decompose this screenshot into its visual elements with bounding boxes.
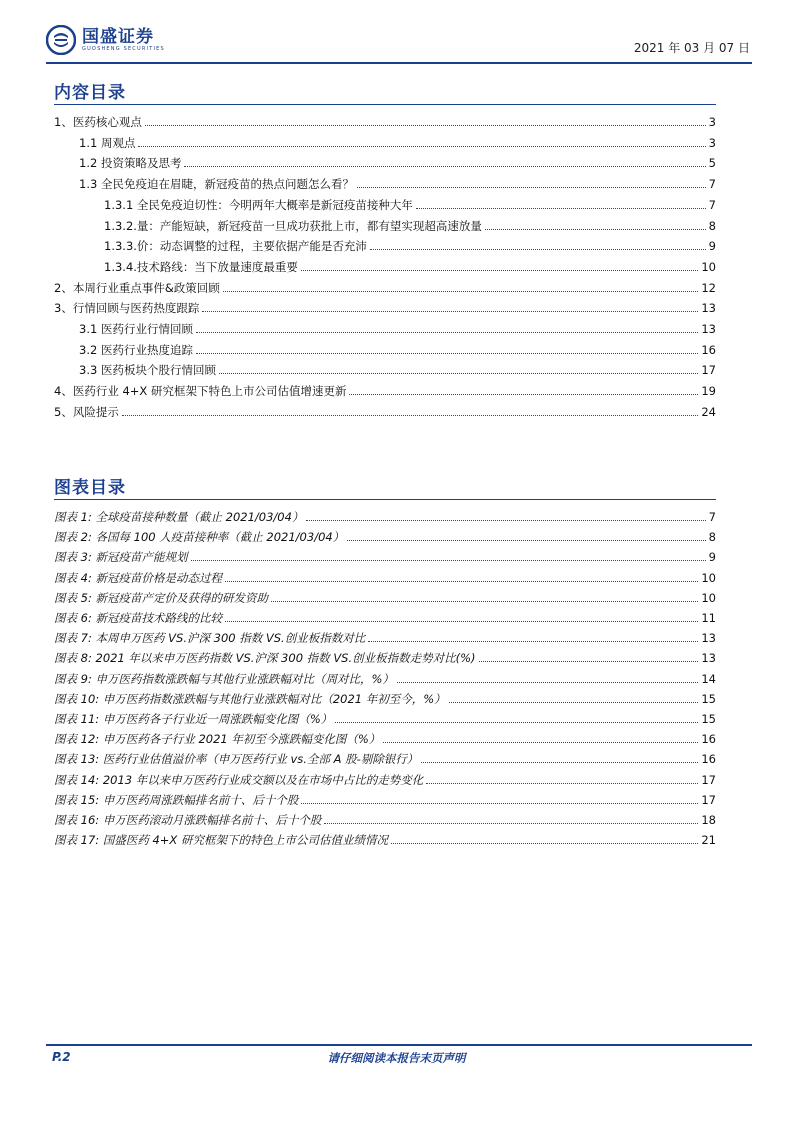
figure-entry-title: 图表 2: 各国每 100 人疫苗接种率（截止 2021/03/04） bbox=[54, 530, 345, 545]
figure-entry-page: 14 bbox=[701, 671, 716, 686]
figure-entry[interactable] bbox=[54, 809, 716, 827]
dot-leader bbox=[416, 207, 706, 209]
figure-entry-page: 10 bbox=[701, 570, 716, 585]
dot-leader bbox=[223, 290, 699, 292]
toc-entry-title: 3.3 医药板块个股行情回顾 bbox=[79, 363, 216, 378]
report-date: 2021 年 03 月 07 日 bbox=[633, 41, 750, 55]
toc-entry[interactable] bbox=[104, 256, 716, 274]
logo-mark-icon bbox=[46, 25, 76, 55]
figure-entry[interactable] bbox=[54, 708, 716, 726]
dot-leader bbox=[122, 414, 699, 416]
figure-entry-page: 8 bbox=[708, 530, 716, 545]
figure-entry[interactable] bbox=[54, 688, 716, 706]
figure-entry[interactable] bbox=[54, 526, 716, 544]
figure-entry-title: 图表 9: 申万医药指数涨跌幅与其他行业涨跌幅对比（周对比，%） bbox=[54, 671, 394, 686]
toc-entry-page: 19 bbox=[701, 384, 716, 399]
figure-entry-page: 15 bbox=[701, 712, 716, 726]
logo-chinese-text: 国盛证券 bbox=[82, 26, 154, 47]
figure-entry-title: 图表 4: 新冠疫苗价格是动态过程 bbox=[54, 570, 223, 585]
toc-entry-page: 7 bbox=[708, 177, 716, 192]
figure-entry-title: 图表 11: 申万医药各子行业近一周涨跌幅变化图（%） bbox=[54, 712, 333, 726]
toc-entry-title: 3.2 医药行业热度追踪 bbox=[79, 342, 193, 357]
figure-entry-title: 图表 1: 全球疫苗接种数量（截止 2021/03/04） bbox=[54, 510, 304, 524]
dot-leader bbox=[347, 539, 705, 541]
toc-entry-page: 13 bbox=[701, 301, 716, 316]
dot-leader bbox=[196, 352, 698, 354]
dot-leader bbox=[145, 124, 706, 126]
toc-entry-page: 3 bbox=[708, 115, 716, 129]
figure-entry-title: 图表 5: 新冠疫苗产定价及获得的研发资助 bbox=[54, 590, 269, 605]
figure-entry-title: 图表 6: 新冠疫苗技术路线的比较 bbox=[54, 611, 223, 625]
figure-entry-title: 图表 8: 2021 年以来申万医药指数 VS.沪深 300 指数 VS.创业板指数走势对比(%) bbox=[54, 651, 476, 666]
figure-entry[interactable] bbox=[54, 728, 716, 746]
figure-entry-page: 13 bbox=[701, 631, 716, 646]
toc-entry-title: 1.3 全民免疫迫在眉睫，新冠疫苗的热点问题怎么看？ bbox=[79, 177, 354, 192]
figure-entry-page: 16 bbox=[701, 752, 716, 767]
figure-entry-page: 9 bbox=[708, 550, 716, 565]
dot-leader bbox=[196, 331, 698, 333]
figure-entry[interactable] bbox=[54, 748, 716, 766]
toc-entry-page: 9 bbox=[708, 239, 716, 254]
figure-entry-page: 18 bbox=[701, 813, 716, 827]
toc-entry-title: 3、行情回顾与医药热度跟踪 bbox=[54, 301, 200, 316]
toc-entry-page: 8 bbox=[708, 218, 716, 233]
dot-leader bbox=[370, 248, 706, 250]
toc-entry-page: 10 bbox=[701, 259, 716, 274]
dot-leader bbox=[391, 842, 698, 844]
toc-entry[interactable] bbox=[79, 173, 716, 191]
figure-entry[interactable] bbox=[54, 546, 716, 564]
dot-leader bbox=[324, 822, 698, 824]
toc-entry-title: 1、医药核心观点 bbox=[54, 115, 142, 129]
figure-entry-page: 11 bbox=[701, 611, 716, 625]
toc-entry[interactable] bbox=[54, 401, 716, 419]
figure-entry[interactable] bbox=[54, 506, 716, 524]
footer-divider bbox=[46, 1044, 752, 1046]
figure-entry-page: 17 bbox=[701, 772, 716, 787]
dot-leader bbox=[225, 620, 698, 622]
figure-entry-title: 图表 7: 本周申万医药 VS.沪深 300 指数 VS.创业板指数对比 bbox=[54, 631, 366, 646]
figure-entry-page: 16 bbox=[701, 732, 716, 747]
dot-leader bbox=[421, 761, 698, 763]
dot-leader bbox=[138, 145, 705, 147]
toc-entry-page: 12 bbox=[701, 280, 716, 295]
figure-entry[interactable] bbox=[54, 607, 716, 625]
figure-entry-title: 图表 17: 国盛医药 4+X 研究框架下的特色上市公司估值业绩情况 bbox=[54, 833, 388, 848]
toc-entry-page: 16 bbox=[701, 342, 716, 357]
figure-entry-title: 图表 15: 申万医药周涨跌幅排名前十、后十个股 bbox=[54, 792, 299, 807]
dot-leader bbox=[485, 228, 706, 230]
figure-entry[interactable] bbox=[54, 587, 716, 605]
dot-leader bbox=[191, 559, 706, 561]
toc-entry[interactable] bbox=[54, 297, 716, 315]
figure-entry[interactable] bbox=[54, 789, 716, 807]
toc-entry-title: 1.3.1 全民免疫迫切性：今明两年大概率是新冠疫苗接种大年 bbox=[104, 197, 413, 212]
figure-entry-page: 13 bbox=[701, 651, 716, 666]
contents-title-rule bbox=[54, 104, 716, 105]
figure-entry-title: 图表 12: 申万医药各子行业 2021 年初至今涨跌幅变化图（%） bbox=[54, 732, 381, 747]
toc-entry-page: 17 bbox=[701, 363, 716, 378]
disclaimer-note: 请仔细阅读本报告末页声明 bbox=[327, 1051, 466, 1065]
toc-entry-page: 13 bbox=[701, 322, 716, 336]
dot-leader bbox=[426, 782, 698, 784]
dot-leader bbox=[184, 165, 705, 167]
figure-entry-page: 7 bbox=[708, 510, 716, 524]
dot-leader bbox=[219, 372, 698, 374]
toc-entry[interactable] bbox=[79, 339, 716, 357]
company-logo bbox=[46, 24, 165, 56]
figure-entry-title: 图表 14: 2013 年以来申万医药行业成交额以及在市场中占比的走势变化 bbox=[54, 772, 424, 787]
logo-english-text: GUOSHENG SECURITIES bbox=[82, 45, 165, 52]
toc-entry-title: 1.1 周观点 bbox=[79, 135, 136, 150]
toc-entry[interactable] bbox=[79, 318, 716, 336]
dot-leader bbox=[335, 721, 698, 723]
figure-entry-page: 10 bbox=[701, 590, 716, 605]
dot-leader bbox=[397, 681, 698, 683]
dot-leader bbox=[271, 600, 698, 602]
figures-title: 图表目录 bbox=[54, 478, 126, 498]
figure-entry-title: 图表 3: 新冠疫苗产能规划 bbox=[54, 550, 188, 565]
figure-entry[interactable] bbox=[54, 627, 716, 645]
toc-entry-title: 1.3.3.价：动态调整的过程，主要依据产能是否充沛 bbox=[104, 239, 367, 254]
toc-entry[interactable] bbox=[79, 132, 716, 150]
header-divider bbox=[46, 62, 752, 64]
figure-entry[interactable] bbox=[54, 567, 716, 585]
dot-leader bbox=[357, 186, 706, 188]
dot-leader bbox=[306, 519, 705, 521]
toc-entry-page: 7 bbox=[708, 197, 716, 212]
toc-entry-page: 24 bbox=[701, 404, 716, 419]
figure-entry-page: 17 bbox=[701, 792, 716, 807]
toc-entry-page: 3 bbox=[708, 135, 716, 150]
dot-leader bbox=[349, 393, 698, 395]
toc-entry-title: 5、风险提示 bbox=[54, 404, 119, 419]
toc-entry[interactable] bbox=[104, 215, 716, 233]
page-number: P.2 bbox=[52, 1050, 71, 1064]
figure-entry-title: 图表 16: 申万医药滚动月涨跌幅排名前十、后十个股 bbox=[54, 813, 322, 827]
toc-entry[interactable] bbox=[54, 111, 716, 129]
dot-leader bbox=[202, 310, 698, 312]
toc-entry[interactable] bbox=[54, 277, 716, 295]
figure-entry[interactable] bbox=[54, 668, 716, 686]
figure-entry-title: 图表 10: 申万医药指数涨跌幅与其他行业涨跌幅对比（2021 年初至今，%） bbox=[54, 691, 446, 706]
figure-entry-page: 15 bbox=[701, 691, 716, 706]
contents-title: 内容目录 bbox=[54, 83, 126, 103]
toc-entry[interactable] bbox=[54, 380, 716, 398]
figure-entry-page: 21 bbox=[701, 833, 716, 848]
figure-entry[interactable] bbox=[54, 829, 716, 847]
dot-leader bbox=[479, 660, 699, 662]
toc-entry[interactable] bbox=[79, 152, 716, 170]
figure-entry-title: 图表 13: 医药行业估值溢价率（申万医药行业 vs.全部 A 股-剔除银行） bbox=[54, 752, 419, 767]
toc-entry[interactable] bbox=[79, 359, 716, 377]
toc-entry[interactable] bbox=[104, 194, 716, 212]
toc-entry-page: 5 bbox=[708, 156, 716, 171]
toc-entry-title: 1.2 投资策略及思考 bbox=[79, 156, 182, 171]
toc-entry-title: 2、本周行业重点事件&政策回顾 bbox=[54, 280, 220, 295]
toc-entry-title: 3.1 医药行业行情回顾 bbox=[79, 322, 193, 336]
toc-entry[interactable] bbox=[104, 235, 716, 253]
toc-entry-title: 1.3.2.量：产能短缺，新冠疫苗一旦成功获批上市，都有望实现超高速放量 bbox=[104, 218, 482, 233]
dot-leader bbox=[383, 741, 698, 743]
figure-entry[interactable] bbox=[54, 647, 716, 665]
dot-leader bbox=[449, 701, 699, 703]
figures-title-rule bbox=[54, 499, 716, 500]
dot-leader bbox=[301, 269, 698, 271]
dot-leader bbox=[301, 802, 698, 804]
figure-entry[interactable] bbox=[54, 769, 716, 787]
toc-entry-title: 1.3.4.技术路线：当下放量速度最重要 bbox=[104, 259, 298, 274]
page-header bbox=[46, 22, 752, 60]
dot-leader bbox=[225, 580, 698, 582]
dot-leader bbox=[368, 640, 698, 642]
toc-entry-title: 4、医药行业 4+X 研究框架下特色上市公司估值增速更新 bbox=[54, 384, 347, 399]
